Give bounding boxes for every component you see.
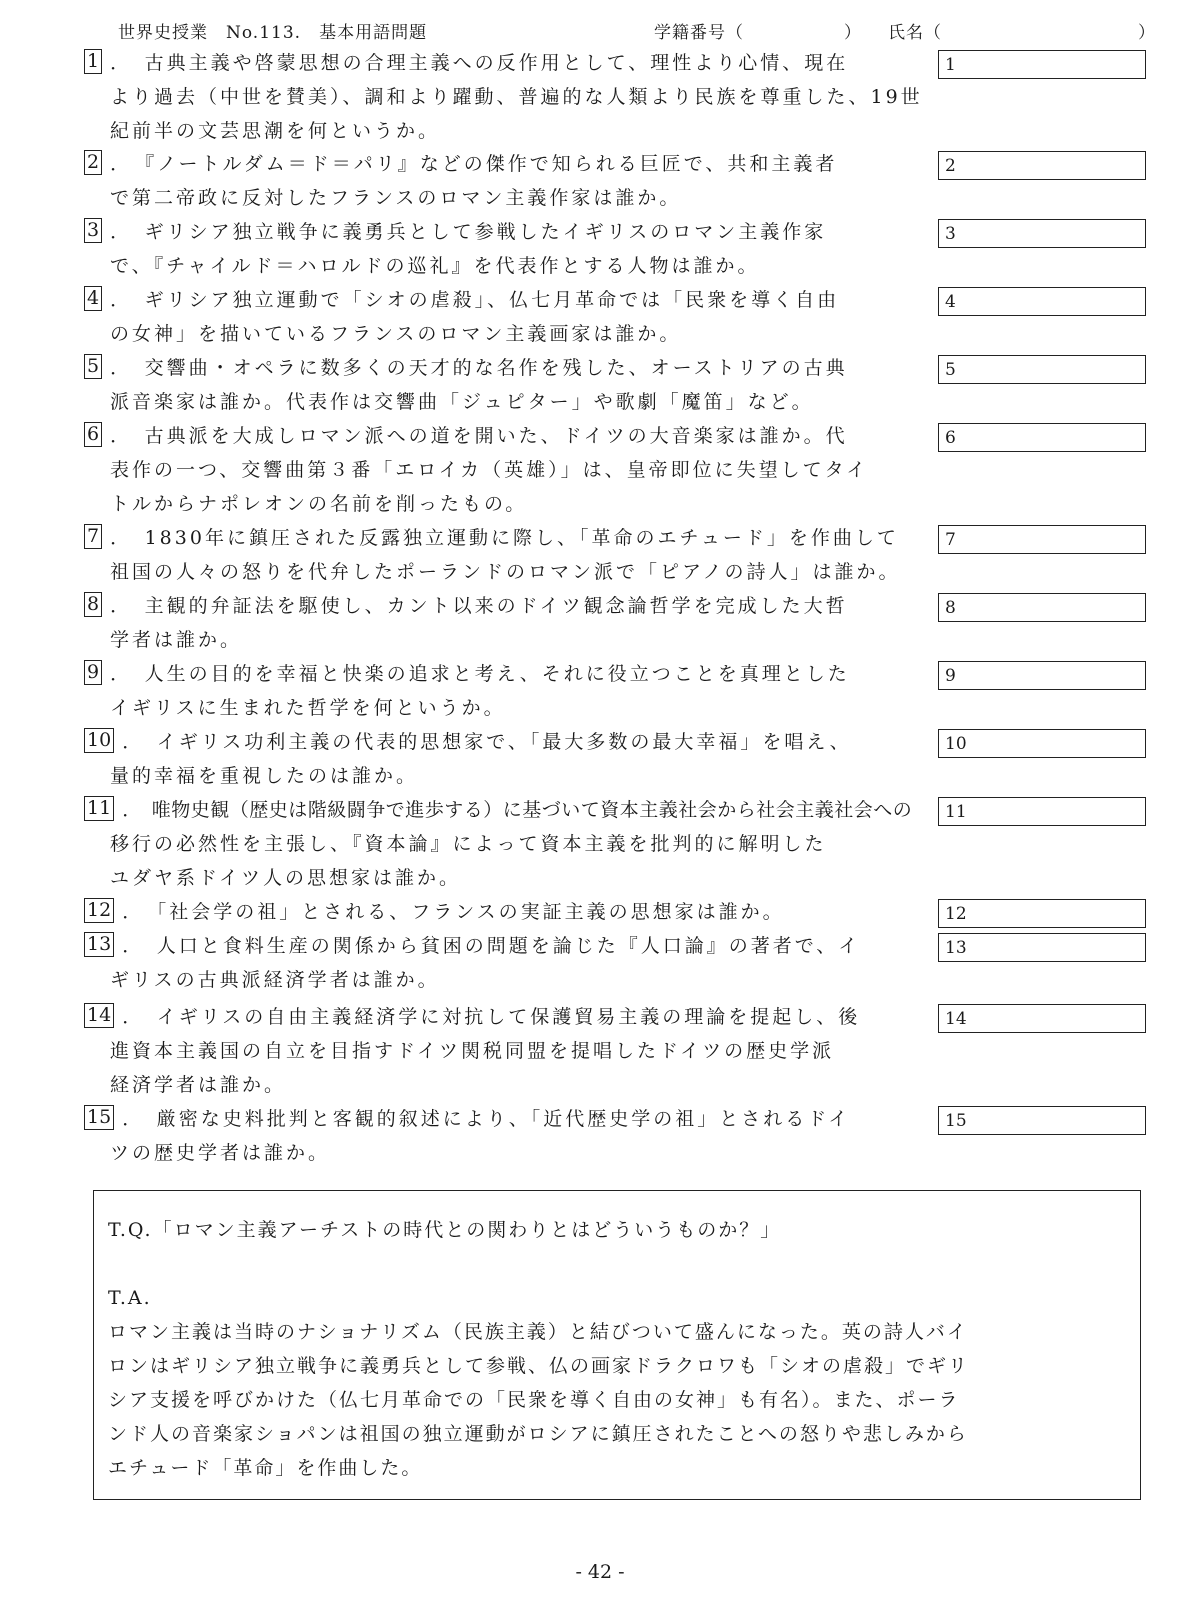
question-text: 祖国の人々の怒りを代弁したポーランドのロマン派で「ピアノの詩人」は誰か。 xyxy=(110,561,901,583)
question-3 xyxy=(84,215,939,283)
question-number: 1 xyxy=(84,49,102,74)
question-text: ． 「社会学の祖」とされる、フランスの実証主義の思想家は誰か。 xyxy=(122,901,785,923)
worksheet-header xyxy=(118,18,1170,48)
question-text: ． 主観的弁証法を駆使し、カント以来のドイツ観念論哲学を完成した大哲 xyxy=(110,595,848,617)
question-number: 9 xyxy=(84,660,102,685)
question-2 xyxy=(84,147,939,215)
question-text: ． 古典派を大成しロマン派への道を開いた、ドイツの大音楽家は誰か。代 xyxy=(110,425,848,447)
answer-box[interactable]: 13 xyxy=(938,933,1146,962)
worksheet-title: 世界史授業 No.113. 基本用語問題 xyxy=(118,23,428,43)
answer-box[interactable]: 11 xyxy=(938,797,1146,826)
question-text: ． イギリスの自由主義経済学に対抗して保護貿易主義の理論を提起し、後 xyxy=(122,1006,861,1028)
answer-box[interactable]: 5 xyxy=(938,355,1146,384)
question-number: 14 xyxy=(84,1003,114,1028)
question-text: トルからナポレオンの名前を削ったもの。 xyxy=(110,493,528,515)
question-7 xyxy=(84,521,939,589)
answer-box[interactable]: 14 xyxy=(938,1004,1146,1033)
question-text: 量的幸福を重視したのは誰か。 xyxy=(110,765,419,787)
ta-text-line: シア支援を呼びかけた（仏七月革命での「民衆を導く自由の女神」も有名）。また、ポーラ xyxy=(108,1389,960,1411)
question-text: 派音楽家は誰か。代表作は交響曲「ジュピター」や歌劇「魔笛」など。 xyxy=(110,391,814,413)
question-text: ． 人口と食料生産の関係から貧困の問題を論じた『人口論』の著者で、イ xyxy=(122,935,861,957)
ta-label: T.A. xyxy=(108,1287,152,1309)
question-9 xyxy=(84,657,939,725)
question-text: 表作の一つ、交響曲第３番「エロイカ（英雄）」は、皇帝即位に失望してタイ xyxy=(110,459,869,481)
question-15 xyxy=(84,1102,939,1170)
question-number: 4 xyxy=(84,286,102,311)
name-label: 氏名（ xyxy=(888,23,942,43)
answer-box[interactable]: 4 xyxy=(938,287,1146,316)
answer-box[interactable]: 10 xyxy=(938,729,1146,758)
ta-text-line: ンド人の音楽家ショパンは祖国の独立運動がロシアに鎮圧されたことへの怒りや悲しみから xyxy=(108,1423,968,1445)
question-6 xyxy=(84,419,939,521)
question-number: 5 xyxy=(84,354,102,379)
question-text: で、『チャイルド＝ハロルドの巡礼』を代表作とする人物は誰か。 xyxy=(110,255,760,277)
question-number: 15 xyxy=(84,1105,114,1130)
question-number: 11 xyxy=(84,796,114,821)
question-number: 12 xyxy=(84,898,114,923)
question-text: 進資本主義国の自立を目指すドイツ関税同盟を提唱したドイツの歴史学派 xyxy=(110,1040,835,1062)
question-text: ユダヤ系ドイツ人の思想家は誰か。 xyxy=(110,867,462,889)
question-12 xyxy=(84,895,939,929)
question-text: 学者は誰か。 xyxy=(110,629,243,651)
question-5 xyxy=(84,351,939,419)
answer-box[interactable]: 8 xyxy=(938,593,1146,622)
question-14 xyxy=(84,1000,939,1102)
question-text: ． イギリス功利主義の代表的思想家で、「最大多数の最大幸福」を唱え、 xyxy=(122,731,852,753)
ta-text-line: ロンはギリシア独立戦争に義勇兵として参戦、仏の画家ドラクロワも「シオの虐殺」でギリ xyxy=(108,1355,970,1377)
ta-text-line: エチュード「革命」を作曲した。 xyxy=(108,1457,423,1479)
question-1 xyxy=(84,46,939,148)
question-11 xyxy=(84,793,939,895)
student-id-close: ） xyxy=(844,23,862,43)
question-number: 10 xyxy=(84,728,114,753)
question-10 xyxy=(84,725,939,793)
answer-box[interactable]: 7 xyxy=(938,525,1146,554)
question-text: ． ギリシア独立戦争に義勇兵として参戦したイギリスのロマン主義作家 xyxy=(110,221,827,243)
question-text: 紀前半の文芸思潮を何というか。 xyxy=(110,120,441,142)
question-text: の女神」を描いているフランスのロマン主義画家は誰か。 xyxy=(110,323,682,345)
question-text: ． 交響曲・オペラに数多くの天才的な名作を残した、オーストリアの古典 xyxy=(110,357,848,379)
question-text: ． 『ノートルダム＝ド＝パリ』などの傑作で知られる巨匠で、共和主義者 xyxy=(110,153,838,175)
answer-box[interactable]: 2 xyxy=(938,151,1146,180)
question-number: 3 xyxy=(84,218,102,243)
question-4 xyxy=(84,283,939,351)
question-text: 経済学者は誰か。 xyxy=(110,1074,287,1096)
question-number: 2 xyxy=(84,150,102,175)
answer-box[interactable]: 6 xyxy=(938,423,1146,452)
question-text: ． 厳密な史料批判と客観的叙述により、「近代歴史学の祖」とされるドイ xyxy=(122,1108,851,1130)
question-text: ． 人生の目的を幸福と快楽の追求と考え、それに役立つことを真理とした xyxy=(110,663,850,685)
answer-box[interactable]: 1 xyxy=(938,50,1146,79)
answer-box[interactable]: 12 xyxy=(938,899,1146,928)
question-text: より過去（中世を賛美）、調和より躍動、普遍的な人類より民族を尊重した、19世 xyxy=(110,86,923,108)
question-text: で第二帝政に反対したフランスのロマン主義作家は誰か。 xyxy=(110,187,682,209)
question-text: ツの歴史学者は誰か。 xyxy=(110,1142,331,1164)
question-text: イギリスに生まれた哲学を何というか。 xyxy=(110,697,506,719)
question-text: ． ギリシア独立運動で「シオの虐殺」、仏七月革命では「民衆を導く自由 xyxy=(110,289,840,311)
question-text: ． 1830年に鎮圧された反露独立運動に際し、「革命のエチュード」を作曲して xyxy=(110,527,899,549)
question-text: ． 唯物史観（歴史は階級闘争で進歩する）に基づいて資本主義社会から社会主義社会への xyxy=(122,799,913,821)
question-number: 6 xyxy=(84,422,102,447)
question-13 xyxy=(84,929,939,997)
question-number: 8 xyxy=(84,592,102,617)
answer-box[interactable]: 9 xyxy=(938,661,1146,690)
ta-text-line: ロマン主義は当時のナショナリズム（民族主義）と結びついて盛んになった。英の詩人バイ xyxy=(108,1321,968,1343)
question-text: ． 古典主義や啓蒙思想の合理主義への反作用として、理性より心情、現在 xyxy=(110,52,849,74)
tq-ta-box xyxy=(93,1190,1141,1500)
answer-box[interactable]: 15 xyxy=(938,1106,1146,1135)
question-8 xyxy=(84,589,939,657)
answer-box[interactable]: 3 xyxy=(938,219,1146,248)
tq-question: T.Q.「ロマン主義アーチストの時代との関わりとはどういうものか？」 xyxy=(108,1219,782,1241)
name-close: ） xyxy=(1138,23,1156,43)
question-text: 移行の必然性を主張し、『資本論』によって資本主義を批判的に解明した xyxy=(110,833,827,855)
question-text: ギリスの古典派経済学者は誰か。 xyxy=(110,969,440,991)
page-number: - 42 - xyxy=(575,1561,625,1583)
student-id-label: 学籍番号（ xyxy=(654,23,744,43)
question-number: 7 xyxy=(84,524,102,549)
question-number: 13 xyxy=(84,932,114,957)
